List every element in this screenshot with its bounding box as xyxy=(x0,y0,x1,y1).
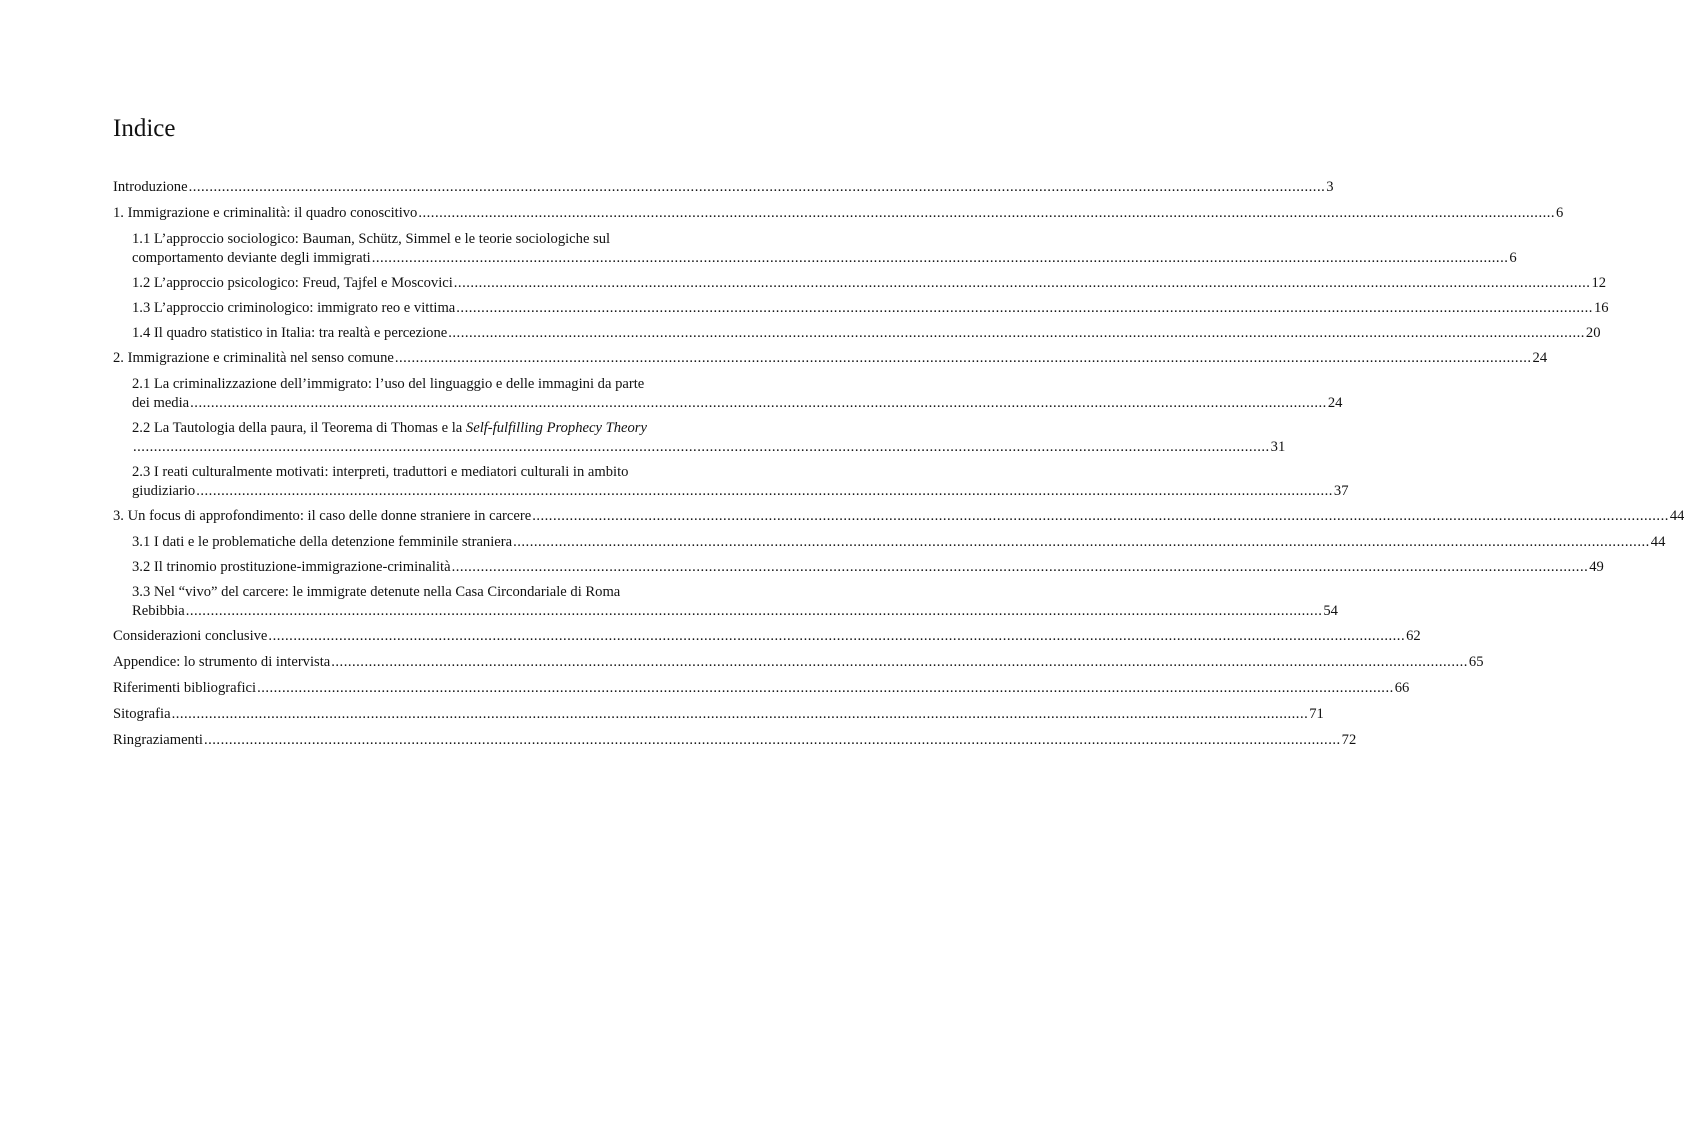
dot-leader xyxy=(395,349,1532,368)
toc-page-number: 6 xyxy=(1556,205,1564,221)
toc-subentry xyxy=(113,463,1349,501)
toc-entry-title: Riferimenti bibliografici xyxy=(113,680,257,696)
toc-subentry xyxy=(113,230,1517,268)
dot-leader xyxy=(189,178,1326,197)
toc-subentry xyxy=(113,299,1609,318)
toc-subentry xyxy=(113,419,1286,457)
dot-leader xyxy=(418,204,1555,223)
dot-leader xyxy=(268,627,1405,646)
toc-page-number: 24 xyxy=(1327,395,1343,411)
toc-entry-title: 2. Immigrazione e criminalità nel senso comune xyxy=(113,350,394,366)
toc-entry-title-italic: Self-fulfilling Prophecy Theory xyxy=(465,420,647,436)
toc-entry-title: 1.4 Il quadro statistico in Italia: tra realtà e percezione xyxy=(132,325,448,341)
dot-leader xyxy=(186,602,1323,621)
toc-entry-title: dei media xyxy=(132,395,190,411)
toc-entry-title-line1: 1.1 L’approccio sociologico: Bauman, Schütz, Simmel e le teorie sociologiche sul xyxy=(132,231,611,247)
toc-subentry xyxy=(113,533,1666,552)
toc-page-number: 49 xyxy=(1589,559,1604,575)
toc-entry-title: 1.2 L’approccio psicologico: Freud, Tajfel e Moscovici xyxy=(132,275,453,291)
toc-page-number: 72 xyxy=(1341,732,1357,748)
table-of-contents xyxy=(113,178,1684,757)
toc-page-number: 54 xyxy=(1323,603,1338,619)
toc-entry xyxy=(113,679,1410,698)
dot-leader xyxy=(456,299,1593,318)
toc-subentry xyxy=(113,324,1601,343)
toc-entry-title: comportamento deviante degli immigrati xyxy=(132,250,371,266)
dot-leader xyxy=(190,394,1327,413)
toc-subentry xyxy=(113,375,1343,413)
toc-page-number: 6 xyxy=(1509,250,1517,266)
toc-page-number: 16 xyxy=(1593,300,1609,316)
toc-entry xyxy=(113,178,1334,197)
toc-page-number: 66 xyxy=(1394,680,1410,696)
toc-entry xyxy=(113,204,1564,223)
toc-entry-title-line1 xyxy=(132,419,698,438)
toc-page-number: 24 xyxy=(1532,350,1548,366)
toc-entry-title-line1: 2.1 La criminalizzazione dell’immigrato: l’uso del linguaggio e delle immagini da parte xyxy=(132,376,645,392)
dot-leader xyxy=(454,274,1591,293)
toc-entry xyxy=(113,349,1548,368)
toc-entry-title-line1: 3.3 Nel “vivo” del carcere: le immigrate detenute nella Casa Circondariale di Roma xyxy=(132,584,621,600)
toc-entry xyxy=(113,507,1684,526)
toc-entry xyxy=(113,731,1357,750)
dot-leader xyxy=(452,558,1589,577)
dot-leader xyxy=(196,482,1333,501)
toc-entry-title: Ringraziamenti xyxy=(113,732,203,748)
toc-subentry xyxy=(113,558,1604,577)
toc-page-number: 3 xyxy=(1326,179,1334,195)
toc-entry-title: Rebibbia xyxy=(132,603,185,619)
toc-entry xyxy=(113,705,1324,724)
toc-entry-title: Considerazioni conclusive xyxy=(113,628,268,644)
toc-entry-title-line1: 2.3 I reati culturalmente motivati: interpreti, traduttori e mediatori culturali in ambito xyxy=(132,464,629,480)
dot-leader xyxy=(448,324,1585,343)
dot-leader xyxy=(172,705,1309,724)
toc-entry-title: 3.2 Il trinomio prostituzione-immigrazione-criminalità xyxy=(132,559,451,575)
toc-entry xyxy=(113,627,1421,646)
toc-subentry xyxy=(113,583,1338,621)
toc-page-number: 62 xyxy=(1406,628,1421,644)
dot-leader xyxy=(331,653,1468,672)
toc-entry-title-plain: 2.2 La Tautologia della paura, il Teorema di Thomas e la xyxy=(132,420,466,436)
toc-entry-title: 3. Un focus di approfondimento: il caso delle donne straniere in carcere xyxy=(113,508,532,524)
toc-page-number: 12 xyxy=(1591,275,1607,291)
dot-leader xyxy=(372,249,1509,268)
toc-page-number: 37 xyxy=(1333,483,1349,499)
toc-page-number: 44 xyxy=(1650,534,1666,550)
dot-leader xyxy=(204,731,1341,750)
dot-leader xyxy=(513,533,1650,552)
toc-entry-title: Sitografia xyxy=(113,706,171,722)
toc-entry-title: giudiziario xyxy=(132,483,196,499)
toc-entry-title: Appendice: lo strumento di intervista xyxy=(113,654,331,670)
toc-subentry xyxy=(113,274,1607,293)
toc-page-number: 44 xyxy=(1669,508,1684,524)
toc-entry-title: 1. Immigrazione e criminalità: il quadro conoscitivo xyxy=(113,205,418,221)
toc-entry-title: Introduzione xyxy=(113,179,188,195)
toc-page-number: 20 xyxy=(1585,325,1601,341)
toc-entry-title: 3.1 I dati e le problematiche della detenzione femminile straniera xyxy=(132,534,513,550)
toc-page-number: 71 xyxy=(1309,706,1324,722)
dot-leader xyxy=(133,438,1270,457)
dot-leader xyxy=(257,679,1394,698)
dot-leader xyxy=(532,507,1669,526)
toc-entry xyxy=(113,653,1484,672)
toc-page-number: 65 xyxy=(1468,654,1484,670)
toc-entry-title: 1.3 L’approccio criminologico: immigrato reo e vittima xyxy=(132,300,456,316)
page-title: Indice xyxy=(113,115,176,142)
toc-page-number: 31 xyxy=(1270,439,1286,455)
